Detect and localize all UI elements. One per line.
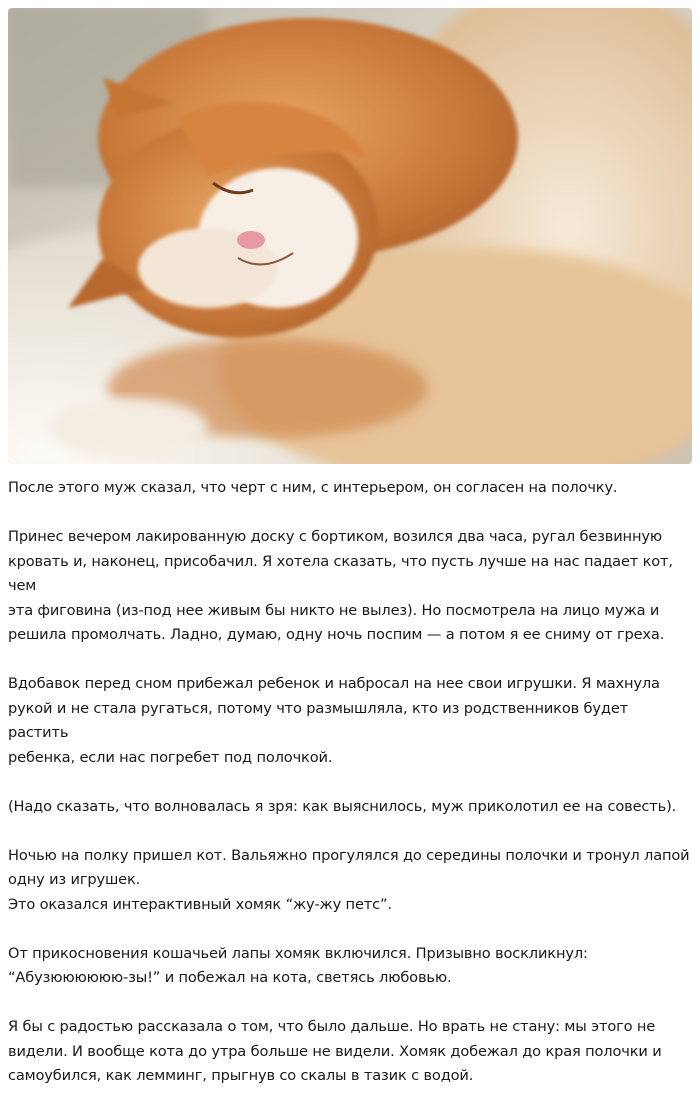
paragraph bbox=[8, 476, 692, 501]
text-line: кровать и, наконец, присобачил. Я хотела сказать, что пусть лучше на нас падает кот, чем bbox=[8, 552, 673, 594]
text-line: Я бы с радостью рассказала о том, что было дальше. Но врать не стану: мы этого не bbox=[8, 1018, 656, 1035]
paragraph bbox=[8, 672, 692, 770]
paragraph bbox=[8, 844, 692, 918]
paragraph bbox=[8, 525, 692, 648]
text-line: одну из игрушек. bbox=[8, 871, 141, 888]
text-line: решила промолчать. Ладно, думаю, одну ночь поспим — а потом я ее сниму от греха. bbox=[8, 626, 665, 643]
text-line: (Надо сказать, что волновалась я зря: как выяснилось, муж приколотил ее на совесть). bbox=[8, 797, 677, 815]
paragraph bbox=[8, 942, 692, 991]
text-line: Это оказался интерактивный хомяк “жу-жу петс”. bbox=[8, 895, 392, 913]
text-line: От прикосновения кошачьей лапы хомяк включился. Призывно воскликнул: bbox=[8, 944, 588, 962]
article-text bbox=[8, 476, 692, 1113]
paragraph bbox=[8, 1015, 692, 1089]
text-line: видели. И вообще кота до утра больше не видели. Хомяк добежал до края полочки и bbox=[8, 1042, 662, 1060]
text-line: эта фиговина (из-под нее живым бы никто не вылез). Но посмотрела на лицо мужа и bbox=[8, 601, 660, 619]
cat-photo bbox=[8, 8, 692, 464]
text-line: ребенка, если нас погребет под полочкой. bbox=[8, 748, 333, 766]
paragraph bbox=[8, 795, 692, 820]
text-line: Ночью на полку пришел кот. Вальяжно прогулялся до середины полочки и тронул лапой bbox=[8, 846, 690, 864]
text-line: После этого муж сказал, что черт с ним, с интерьером, он согласен на полочку. bbox=[8, 479, 618, 496]
text-line: самоубился, как лемминг, прыгнув со скалы в тазик с водой. bbox=[8, 1067, 474, 1084]
text-line: рукой и не стала ругаться, потому что размышляла, кто из родственников будет растить bbox=[8, 699, 629, 741]
text-line: Принес вечером лакированную доску с бортиком, возился два часа, ругал безвинную bbox=[8, 528, 662, 545]
text-line: Вдобавок перед сном прибежал ребенок и набросал на нее свои игрушки. Я махнула bbox=[8, 675, 660, 692]
text-line: “Абузюююююю-зы!” и побежал на кота, светясь любовью. bbox=[8, 969, 452, 986]
